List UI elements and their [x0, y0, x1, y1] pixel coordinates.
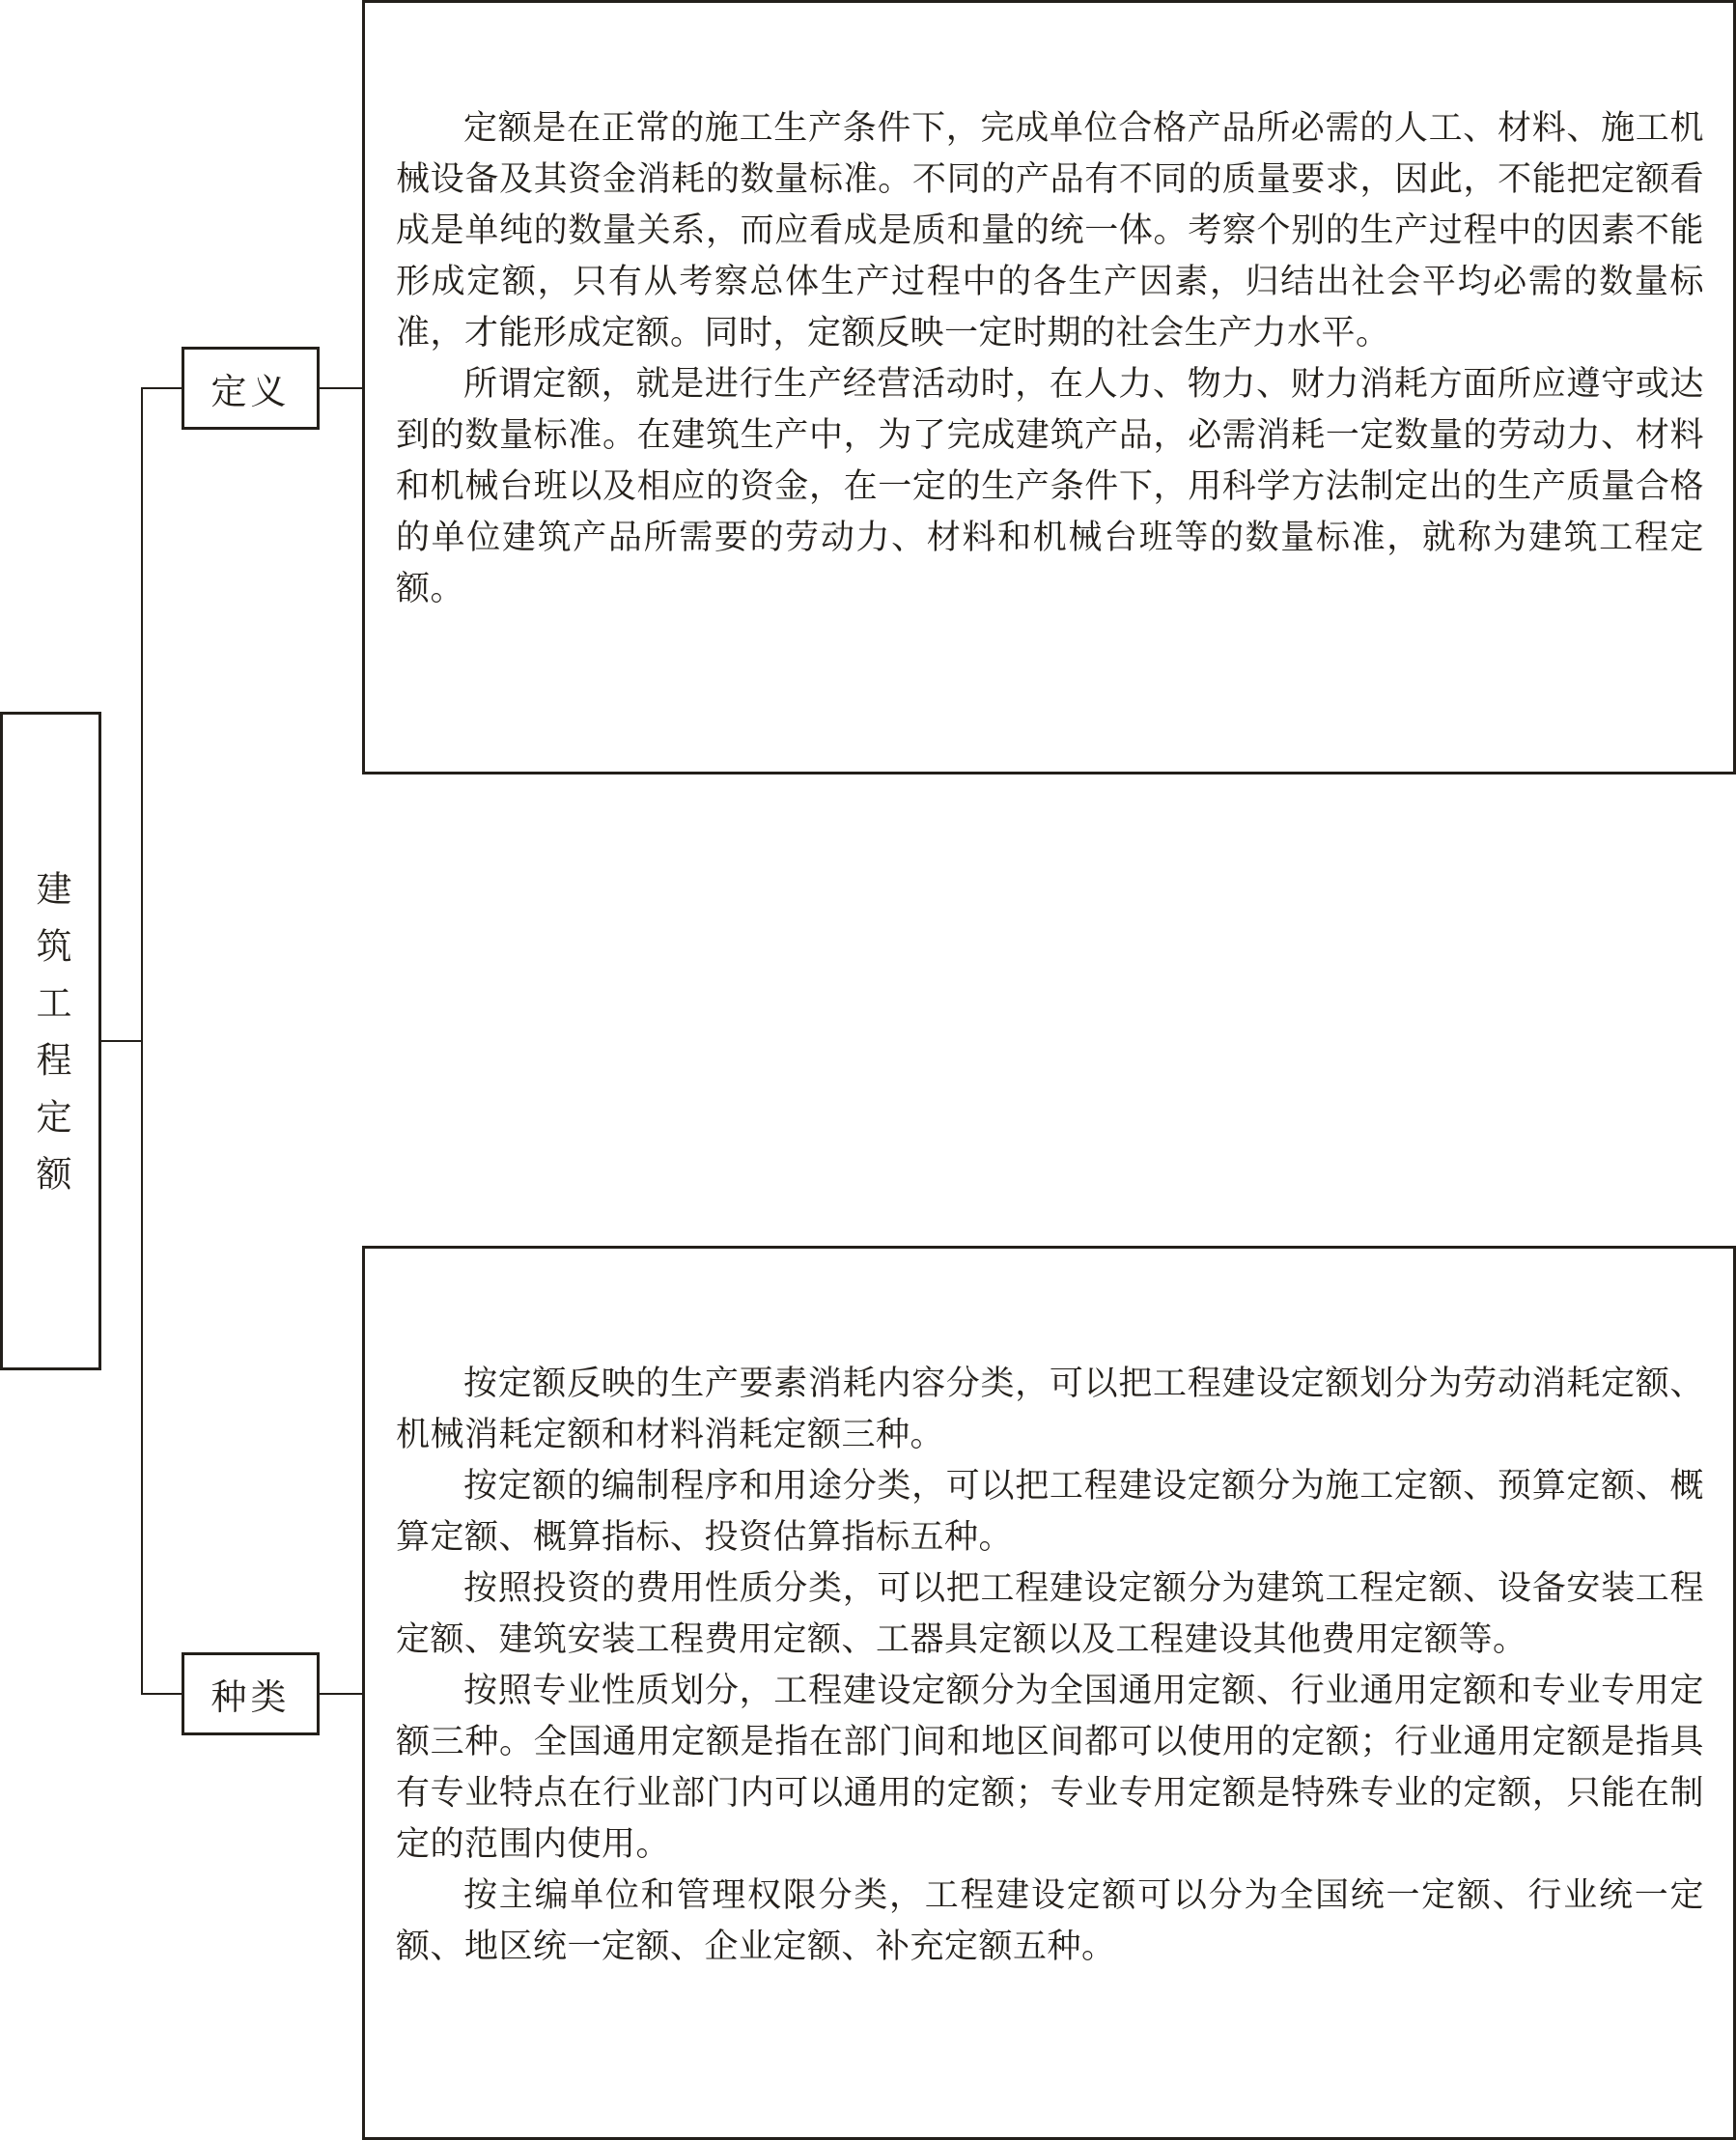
types-paragraph: 按照投资的费用性质分类，可以把工程建设定额分为建筑工程定额、设备安装工程定额、建筑安装工程费用定额、工器具定额以及工程建设其他费用定额等。 [396, 1569, 1704, 1659]
branch-label-definition: 定义 [210, 371, 291, 412]
definition-paragraph: 所谓定额，就是进行生产经营活动时，在人力、物力、财力消耗方面所应遵守或达到的数量标准。在建筑生产中，为了完成建筑产品，必需消耗一定数量的劳动力、材料和机械台班以及相应的资金，在一定的生产条件下，用科学方法制定出的生产质量合格的单位建筑产品所需要的劳动力、材料和机械台班等的数量标准，就称为建筑工程定额。 [396, 365, 1704, 608]
types-paragraph: 按照专业性质划分，工程建设定额分为全国通用定额、行业通用定额和专业专用定额三种。全国通用定额是指在部门间和地区间都可以使用的定额；行业通用定额是指具有专业特点在行业部门内可以通用的定额；专业专用定额是特殊专业的定额，只能在制定的范围内使用。 [396, 1672, 1704, 1864]
types-content-box [362, 1246, 1736, 2140]
trunk-vertical-line [141, 387, 143, 1695]
branch-node-definition [182, 347, 320, 430]
types-branch-connector [141, 1693, 182, 1695]
definition-content-connector [320, 387, 362, 389]
definition-branch-connector [141, 387, 182, 389]
definition-content-box [362, 0, 1736, 774]
types-content-connector [320, 1693, 362, 1695]
root-connector [101, 1040, 142, 1042]
types-paragraph: 按定额反映的生产要素消耗内容分类，可以把工程建设定额划分为劳动消耗定额、机械消耗定额和材料消耗定额三种。 [396, 1365, 1704, 1454]
types-paragraph: 按定额的编制程序和用途分类，可以把工程建设定额分为施工定额、预算定额、概算定额、概算指标、投资估算指标五种。 [396, 1467, 1704, 1557]
types-paragraph: 按主编单位和管理权限分类，工程建设定额可以分为全国统一定额、行业统一定额、地区统一定额、企业定额、补充定额五种。 [396, 1876, 1704, 1966]
root-label: 建筑工程定额 [30, 870, 71, 1212]
root-node [0, 712, 101, 1370]
definition-paragraph: 定额是在正常的施工生产条件下，完成单位合格产品所必需的人工、材料、施工机械设备及其资金消耗的数量标准。不同的产品有不同的质量要求，因此，不能把定额看成是单纯的数量关系，而应看成是质和量的统一体。考察个别的生产过程中的因素不能形成定额，只有从考察总体生产过程中的各生产因素，归结出社会平均必需的数量标准，才能形成定额。同时，定额反映一定时期的社会生产力水平。 [396, 109, 1704, 352]
branch-node-types [182, 1652, 320, 1735]
branch-label-types: 种类 [210, 1676, 291, 1718]
